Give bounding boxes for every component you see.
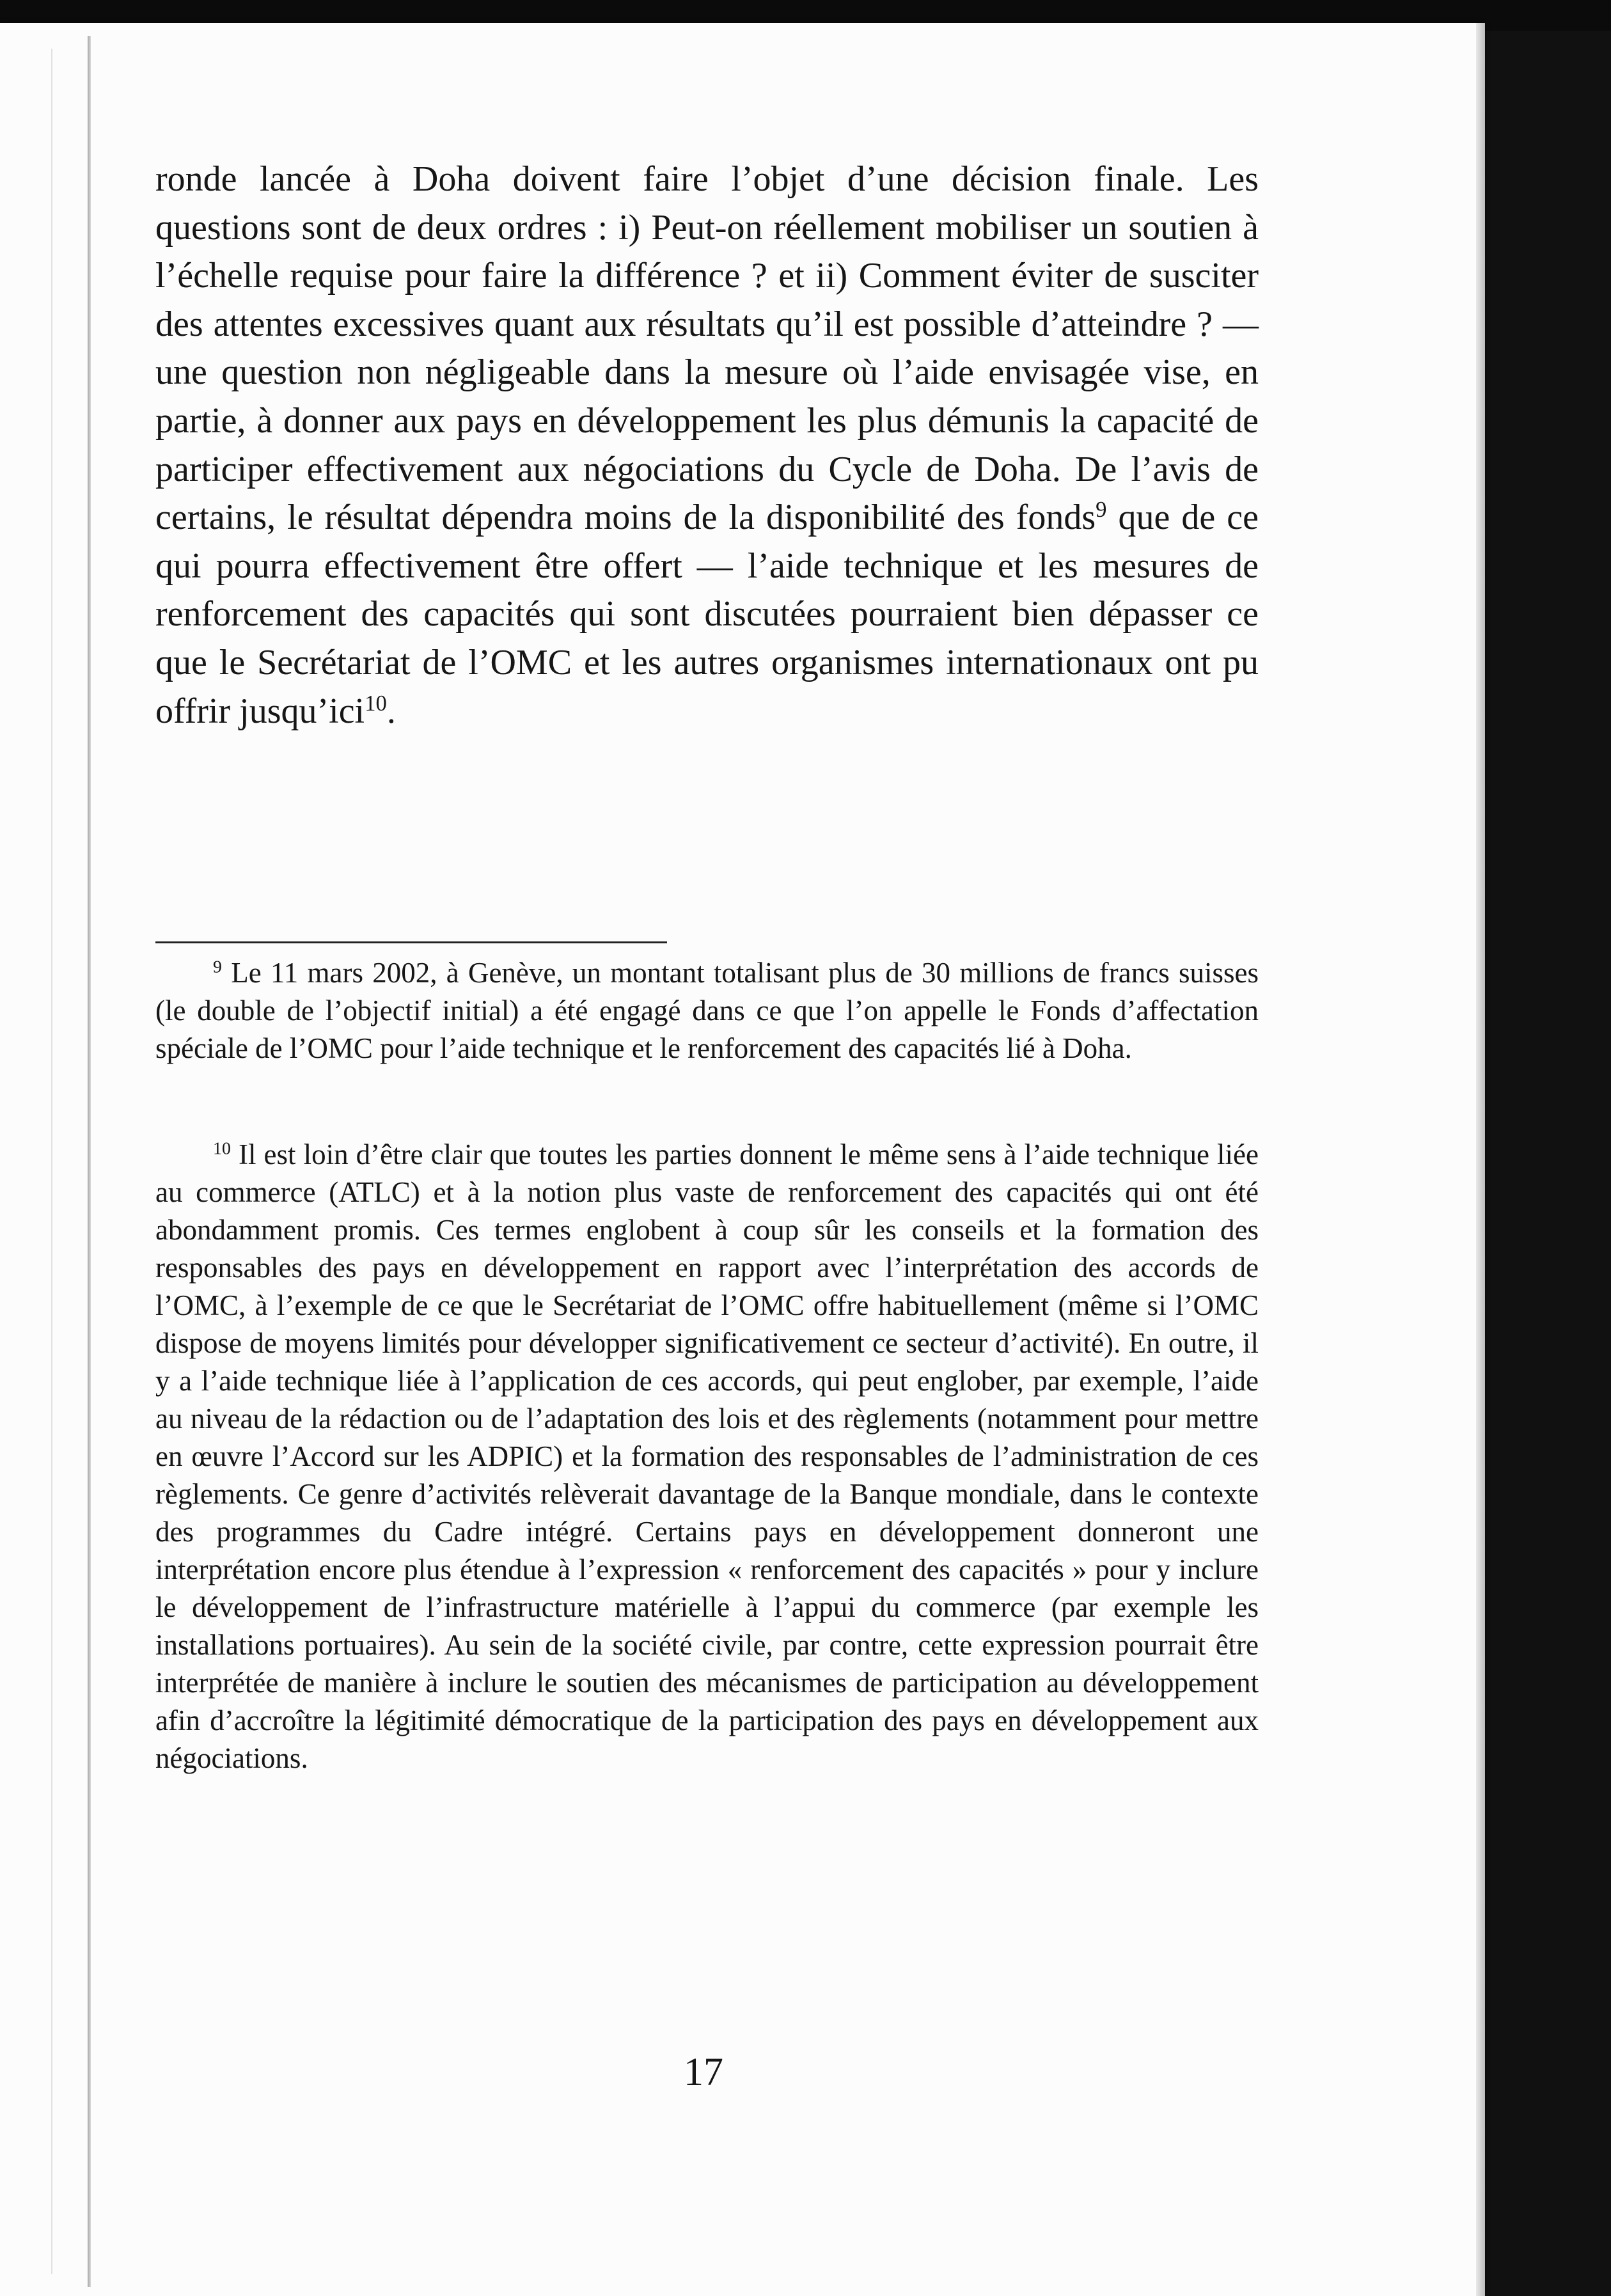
body-text-part-2: que de ce qui pourra effectivement être offert — l’aide technique et les mesures de renforcement des capacités qui sont discutées pourraient bien dépasser ce que le Secrétariat de l’OMC et les autres organismes internationaux ont pu offrir jusqu’ici: [155, 498, 1259, 731]
scan-edge-shadow: [51, 49, 52, 2274]
body-text-part-3: .: [386, 691, 396, 731]
footnote-number-9: 9: [213, 957, 222, 977]
footnote-ref-9[interactable]: 9: [1096, 497, 1107, 523]
footnote-number-10: 10: [213, 1138, 231, 1159]
footnote-10: [155, 1136, 1259, 1777]
page-right-edge: [1476, 23, 1485, 2296]
body-paragraph: [155, 155, 1259, 735]
footnote-separator: [155, 941, 667, 943]
footnote-9-text: Le 11 mars 2002, à Genève, un montant totalisant plus de 30 millions de francs suisses (le double de l’objectif initial) a été engagé dans ce que l’on appelle le Fonds d’affectation spéciale de l’OMC pour l’aide technique et le renforcement des capacités lié à Doha.: [155, 957, 1259, 1064]
footnote-ref-10[interactable]: 10: [365, 690, 387, 716]
page-number: 17: [684, 2050, 723, 2094]
body-text-part-1: ronde lancée à Doha doivent faire l’objet d’une décision finale. Les questions sont de deux ordres : i) Peut-on réellement mobiliser un soutien à l’échelle requise pour faire la différence ? et ii) Comment éviter de susciter des attentes excessives quant aux résultats qu’il est possible d’atteindre ? — une question non négligeable dans la mesure où l’aide envisagée vise, en partie, à donner aux pays en développement les plus démunis la capacité de participer effectivement aux négociations du Cycle de Doha. De l’avis de certains, le résultat dépendra moins de la disponibilité des fonds: [155, 159, 1259, 538]
footnote-9: [155, 954, 1259, 1067]
binding-shadow-line: [88, 36, 91, 2287]
footnote-10-text: Il est loin d’être clair que toutes les parties donnent le même sens à l’aide technique liée au commerce (ATLC) et à la notion plus vaste de renforcement des capacités qui ont été abondamment promis. Ces termes englobent à coup sûr les conseils et la formation des responsables des pays en développement en rapport avec l’interprétation des accords de l’OMC, à l’exemple de ce que le Secrétariat de l’OMC offre habituellement (même si l’OMC dispose de moyens limités pour développer significativement ce secteur d’activité). En outre, il y a l’aide technique liée à l’application de ces accords, qui peut englober, par exemple, l’aide au niveau de la rédaction ou de l’adaptation des lois et des règlements (notamment pour mettre en œuvre l’Accord sur les ADPIC) et la formation des responsables de l’administration de ces règlements. Ce genre d’activités relèverait davantage de la Banque mondiale, dans le contexte des programmes du Cadre intégré. Certains pays en développement donneront une interprétation encore plus étendue à l’expression « renforcement des capacités » pour y inclure le développement de l’infrastructure matérielle à l’appui du commerce (par exemple les installations portuaires). Au sein de la société civile, par contre, cette expression pourrait être interprétée de manière à inclure le soutien des mécanismes de participation au développement afin d’accroître la légitimité démocratique de la participation des pays en développement aux négociations.: [155, 1138, 1259, 1774]
